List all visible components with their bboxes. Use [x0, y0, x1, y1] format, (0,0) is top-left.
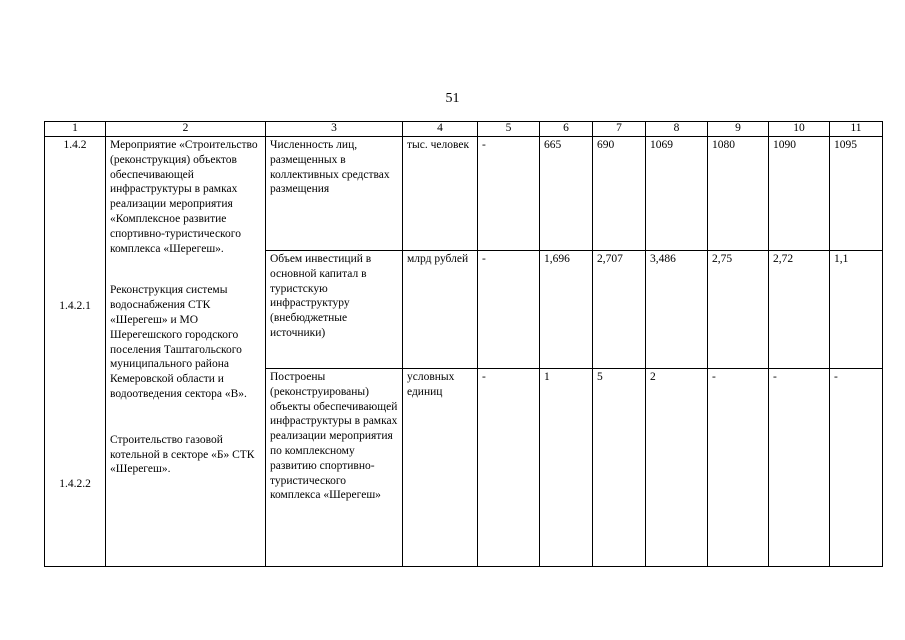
value-cell: 1095	[830, 137, 883, 251]
unit-cell: млрд рублей	[403, 251, 478, 369]
item-code-main: 1.4.2	[63, 139, 87, 151]
item-code-cell	[45, 137, 106, 567]
item-description-sub2: Строительство газовой котельной в секторе «Б» СТК «Шерегеш».	[110, 433, 255, 476]
page-number: 51	[445, 91, 460, 106]
value-cell: 1,1	[830, 251, 883, 369]
item-description-main: Мероприятие «Строительство (реконструкция) объектов обеспечивающей инфраструктуры в рамках реализации мероприятия «Комплексное развитие спортивно-туристического комплекса «Шерегеш».	[110, 139, 258, 255]
header-cell: 3	[266, 122, 403, 137]
header-cell: 1	[45, 122, 106, 137]
header-cell: 9	[708, 122, 769, 137]
item-description-sub1: Реконструкция системы водоснабжения СТК «Шерегеш» и МО Шерегешского городского поселения Таштагольского муниципального района Кемеровской области и водоотведения сектора «В».	[110, 284, 247, 400]
value-cell: 1,696	[540, 251, 593, 369]
header-cell: 7	[593, 122, 646, 137]
item-description-cell	[106, 137, 266, 567]
indicator-cell: Объем инвестиций в основной капитал в туристскую инфраструктуру (внебюджетные источники)	[266, 251, 403, 369]
value-cell: 690	[593, 137, 646, 251]
indicators-table	[44, 121, 883, 567]
header-cell: 10	[769, 122, 830, 137]
value-cell: 5	[593, 369, 646, 567]
value-cell: 1	[540, 369, 593, 567]
header-cell: 11	[830, 122, 883, 137]
unit-cell: тыс. человек	[403, 137, 478, 251]
header-cell: 5	[478, 122, 540, 137]
indicator-cell: Численность лиц, размещенных в коллективных средствах размещения	[266, 137, 403, 251]
header-cell: 6	[540, 122, 593, 137]
value-cell: 1080	[708, 137, 769, 251]
header-cell: 2	[106, 122, 266, 137]
value-cell: 665	[540, 137, 593, 251]
value-cell: 3,486	[646, 251, 708, 369]
value-cell: -	[478, 251, 540, 369]
value-cell: 2,72	[769, 251, 830, 369]
value-cell: -	[478, 137, 540, 251]
value-cell: 2,75	[708, 251, 769, 369]
value-cell: 2	[646, 369, 708, 567]
indicator-cell: Построены (реконструированы) объекты обеспечивающей инфраструктуры в рамках реализации мероприятия по комплексному развитию спортивно-туристического комплекса «Шерегеш»	[266, 369, 403, 567]
value-cell: -	[478, 369, 540, 567]
value-cell: -	[769, 369, 830, 567]
value-cell: 2,707	[593, 251, 646, 369]
table-row	[45, 137, 883, 251]
header-row	[45, 122, 883, 137]
value-cell: 1069	[646, 137, 708, 251]
header-cell: 4	[403, 122, 478, 137]
value-cell: -	[708, 369, 769, 567]
value-cell: -	[830, 369, 883, 567]
value-cell: 1090	[769, 137, 830, 251]
unit-cell: условных единиц	[403, 369, 478, 567]
header-cell: 8	[646, 122, 708, 137]
item-code-sub1: 1.4.2.1	[59, 299, 91, 312]
item-code-sub2: 1.4.2.2	[59, 477, 91, 490]
